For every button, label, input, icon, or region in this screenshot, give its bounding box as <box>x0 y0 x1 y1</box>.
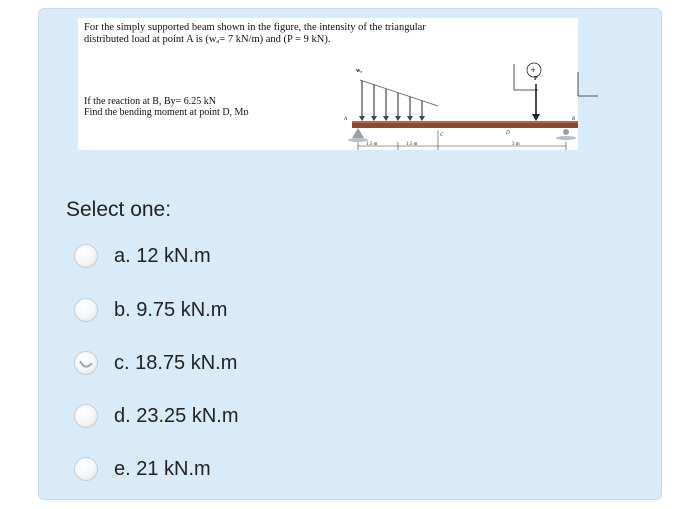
point-b-label: B <box>572 117 576 122</box>
problem-line-2: distributed load at point A is (wₐ= 7 kN/m) and (P = 9 kN). <box>84 34 331 45</box>
dim-label-2: 1.5 m <box>406 142 418 147</box>
radio-button-b[interactable] <box>74 298 98 322</box>
option-c-label: c. 18.75 kN.m <box>114 351 238 374</box>
support-b <box>556 129 576 140</box>
problem-statement-image <box>78 18 578 150</box>
moment-sign-icon <box>508 60 548 96</box>
option-b-label: b. 9.75 kN.m <box>114 298 228 321</box>
point-c-label: C <box>440 133 444 138</box>
point-a-label: A <box>344 117 348 122</box>
option-e-label: e. 21 kN.m <box>114 457 211 480</box>
option-d[interactable] <box>74 401 239 431</box>
radio-button-d[interactable] <box>74 404 98 428</box>
problem-line-1: For the simply supported beam shown in the figure, the intensity of the triangular <box>84 22 426 33</box>
dim-label-1: 1.5 m <box>366 142 378 147</box>
moment-sign-plus: + <box>530 65 536 75</box>
point-d-label: D <box>506 131 510 136</box>
problem-text-bottom <box>84 96 249 118</box>
load-arrows <box>362 81 422 120</box>
option-b[interactable] <box>74 295 227 325</box>
option-a-label: a. 12 kN.m <box>114 244 211 267</box>
radio-button-c[interactable] <box>74 351 98 375</box>
dimension-line <box>358 142 566 150</box>
select-one-label: Select one: <box>66 198 172 221</box>
option-a[interactable] <box>74 241 211 271</box>
option-e[interactable] <box>74 454 211 484</box>
problem-line-4: Find the bending moment at point D, Mᴅ <box>84 107 249 118</box>
radio-button-a[interactable] <box>74 244 98 268</box>
option-d-label: d. 23.25 kN.m <box>114 404 239 427</box>
option-c[interactable] <box>74 348 237 378</box>
triangular-load-outline <box>360 80 438 106</box>
load-label-wa: wₐ <box>356 68 363 74</box>
radio-button-e[interactable] <box>74 457 98 481</box>
problem-text-top <box>84 22 426 46</box>
point-load-label: P <box>534 76 538 82</box>
support-a <box>348 128 368 142</box>
dim-label-3: 3 m <box>512 142 520 147</box>
problem-line-3: If the reaction at B, By= 6.25 kN <box>84 96 216 107</box>
load-arrowheads <box>359 116 425 121</box>
